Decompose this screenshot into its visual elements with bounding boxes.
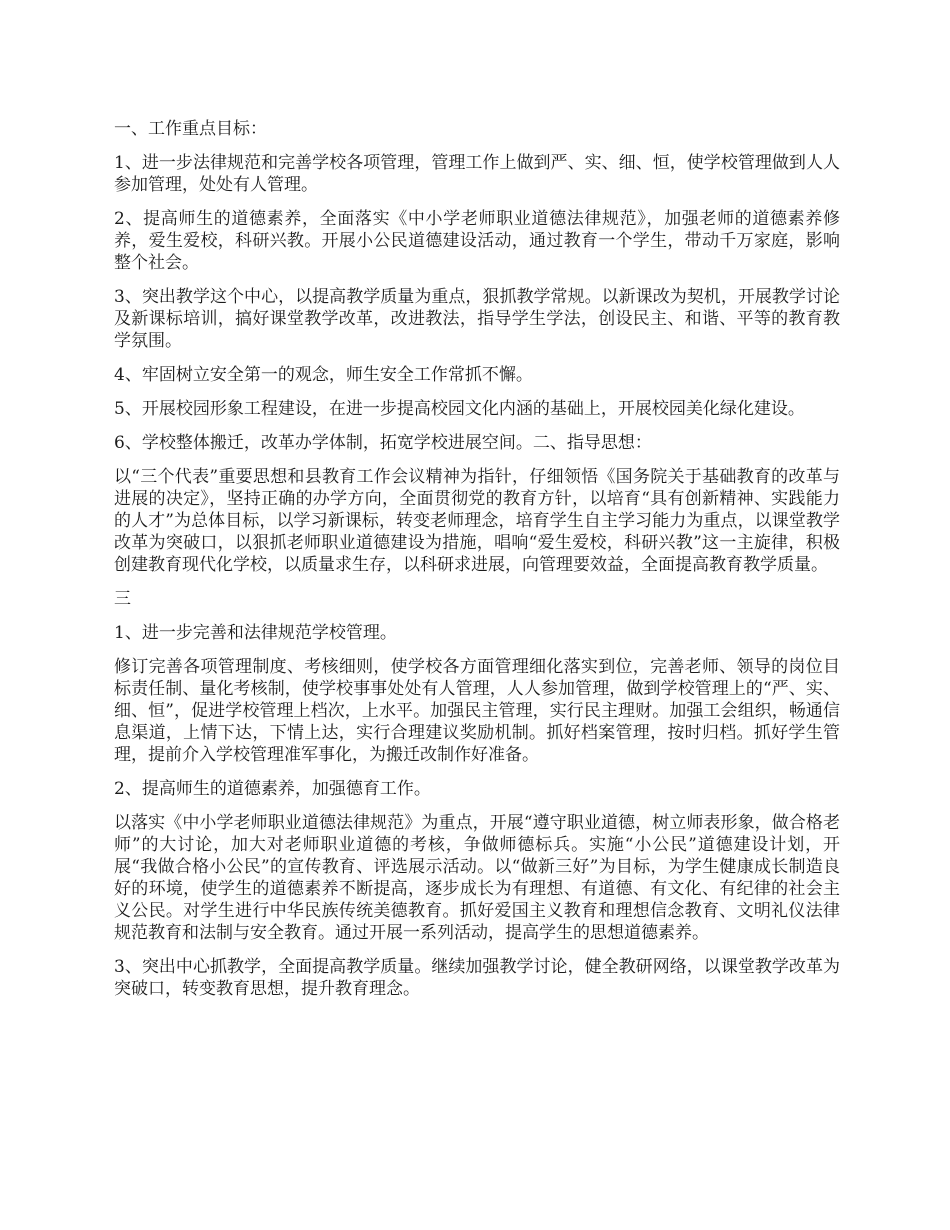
goal-item-3: 3、突出教学这个中心，以提高教学质量为重点，狠抓教学常规。以新课改为契机，开展教学讨论及新课标培训，搞好课堂教学改革，改进教法，指导学生学法，创设民主、和谐、平等的教育教学氛围。: [114, 287, 840, 351]
section-three-heading: 三: [114, 589, 131, 609]
goal-item-5: 5、开展校园形象工程建设，在进一步提高校园文化内涵的基础上，开展校园美化绿化建设。: [114, 399, 805, 419]
heading-work-goals: 一、工作重点目标：: [114, 119, 267, 139]
measure-1-heading: 1、进一步完善和法律规范学校管理。: [114, 623, 397, 643]
goal-item-2: 2、提高师生的道德素养，全面落实《中小学老师职业道德法律规范》，加强老师的道德素养修养，爱生爱校，科研兴教。开展小公民道德建设活动，通过教育一个学生，带动千万家庭，影响整个社会。: [114, 209, 840, 273]
goal-item-6: 6、学校整体搬迁，改革办学体制，拓宽学校进展空间。二、指导思想：: [114, 433, 652, 453]
goal-item-1: 1、进一步法律规范和完善学校各项管理，管理工作上做到严、实、细、恒，使学校管理做到人人参加管理，处处有人管理。: [114, 153, 840, 195]
measure-1-body: 修订完善各项管理制度、考核细则，使学校各方面管理细化落实到位，完善老师、领导的岗位目标责任制、量化考核制，使学校事事处处有人管理，人人参加管理，做到学校管理上的“严、实、细、恒”，促进学校管理上档次，上水平。加强民主管理，实行民主理财。加强工会组织，畅通信息渠道，上情下达，下情上达，实行合理建议奖励机制。抓好档案管理，按时归档。抓好学生管理，提前介入学校管理准军事化，为搬迁改制作好准备。: [114, 657, 840, 765]
measure-3-body: 3、突出中心抓教学，全面提高教学质量。继续加强教学讨论，健全教研网络，以课堂教学改革为突破口，转变教育思想，提升教育理念。: [114, 957, 840, 999]
document-body: [114, 118, 840, 1012]
guiding-thought-paragraph: 以“三个代表”重要思想和县教育工作会议精神为指针，仔细领悟《国务院关于基础教育的改革与进展的决定》，坚持正确的办学方向，全面贯彻党的教育方针，以培育“具有创新精神、实践能力的人才”为总体目标，以学习新课标，转变老师理念，培育学生自主学习能力为重点，以课堂教学改革为突破口，以狠抓老师职业道德建设为措施，唱响“爱生爱校，科研兴教”这一主旋律，积极创建教育现代化学校，以质量求生存，以科研求进展，向管理要效益，全面提高教育教学质量。: [114, 467, 840, 575]
measure-2-heading: 2、提高师生的道德素养，加强德育工作。: [114, 779, 431, 799]
goal-item-4: 4、牢固树立安全第一的观念，师生安全工作常抓不懈。: [114, 365, 533, 385]
measure-2-body: 以落实《中小学老师职业道德法律规范》为重点，开展“遵守职业道德，树立师表形象，做合格老师”的大讨论，加大对老师职业道德的考核，争做师德标兵。实施“小公民”道德建设计划，开展“我做合格小公民”的宣传教育、评选展示活动。以“做新三好”为目标，为学生健康成长制造良好的环境，使学生的道德素养不断提高，逐步成长为有理想、有道德、有文化、有纪律的社会主义公民。对学生进行中华民族传统美德教育。抓好爱国主义教育和理想信念教育、文明礼仪法律规范教育和法制与安全教育。通过开展一系列活动，提高学生的思想道德素养。: [114, 813, 840, 943]
